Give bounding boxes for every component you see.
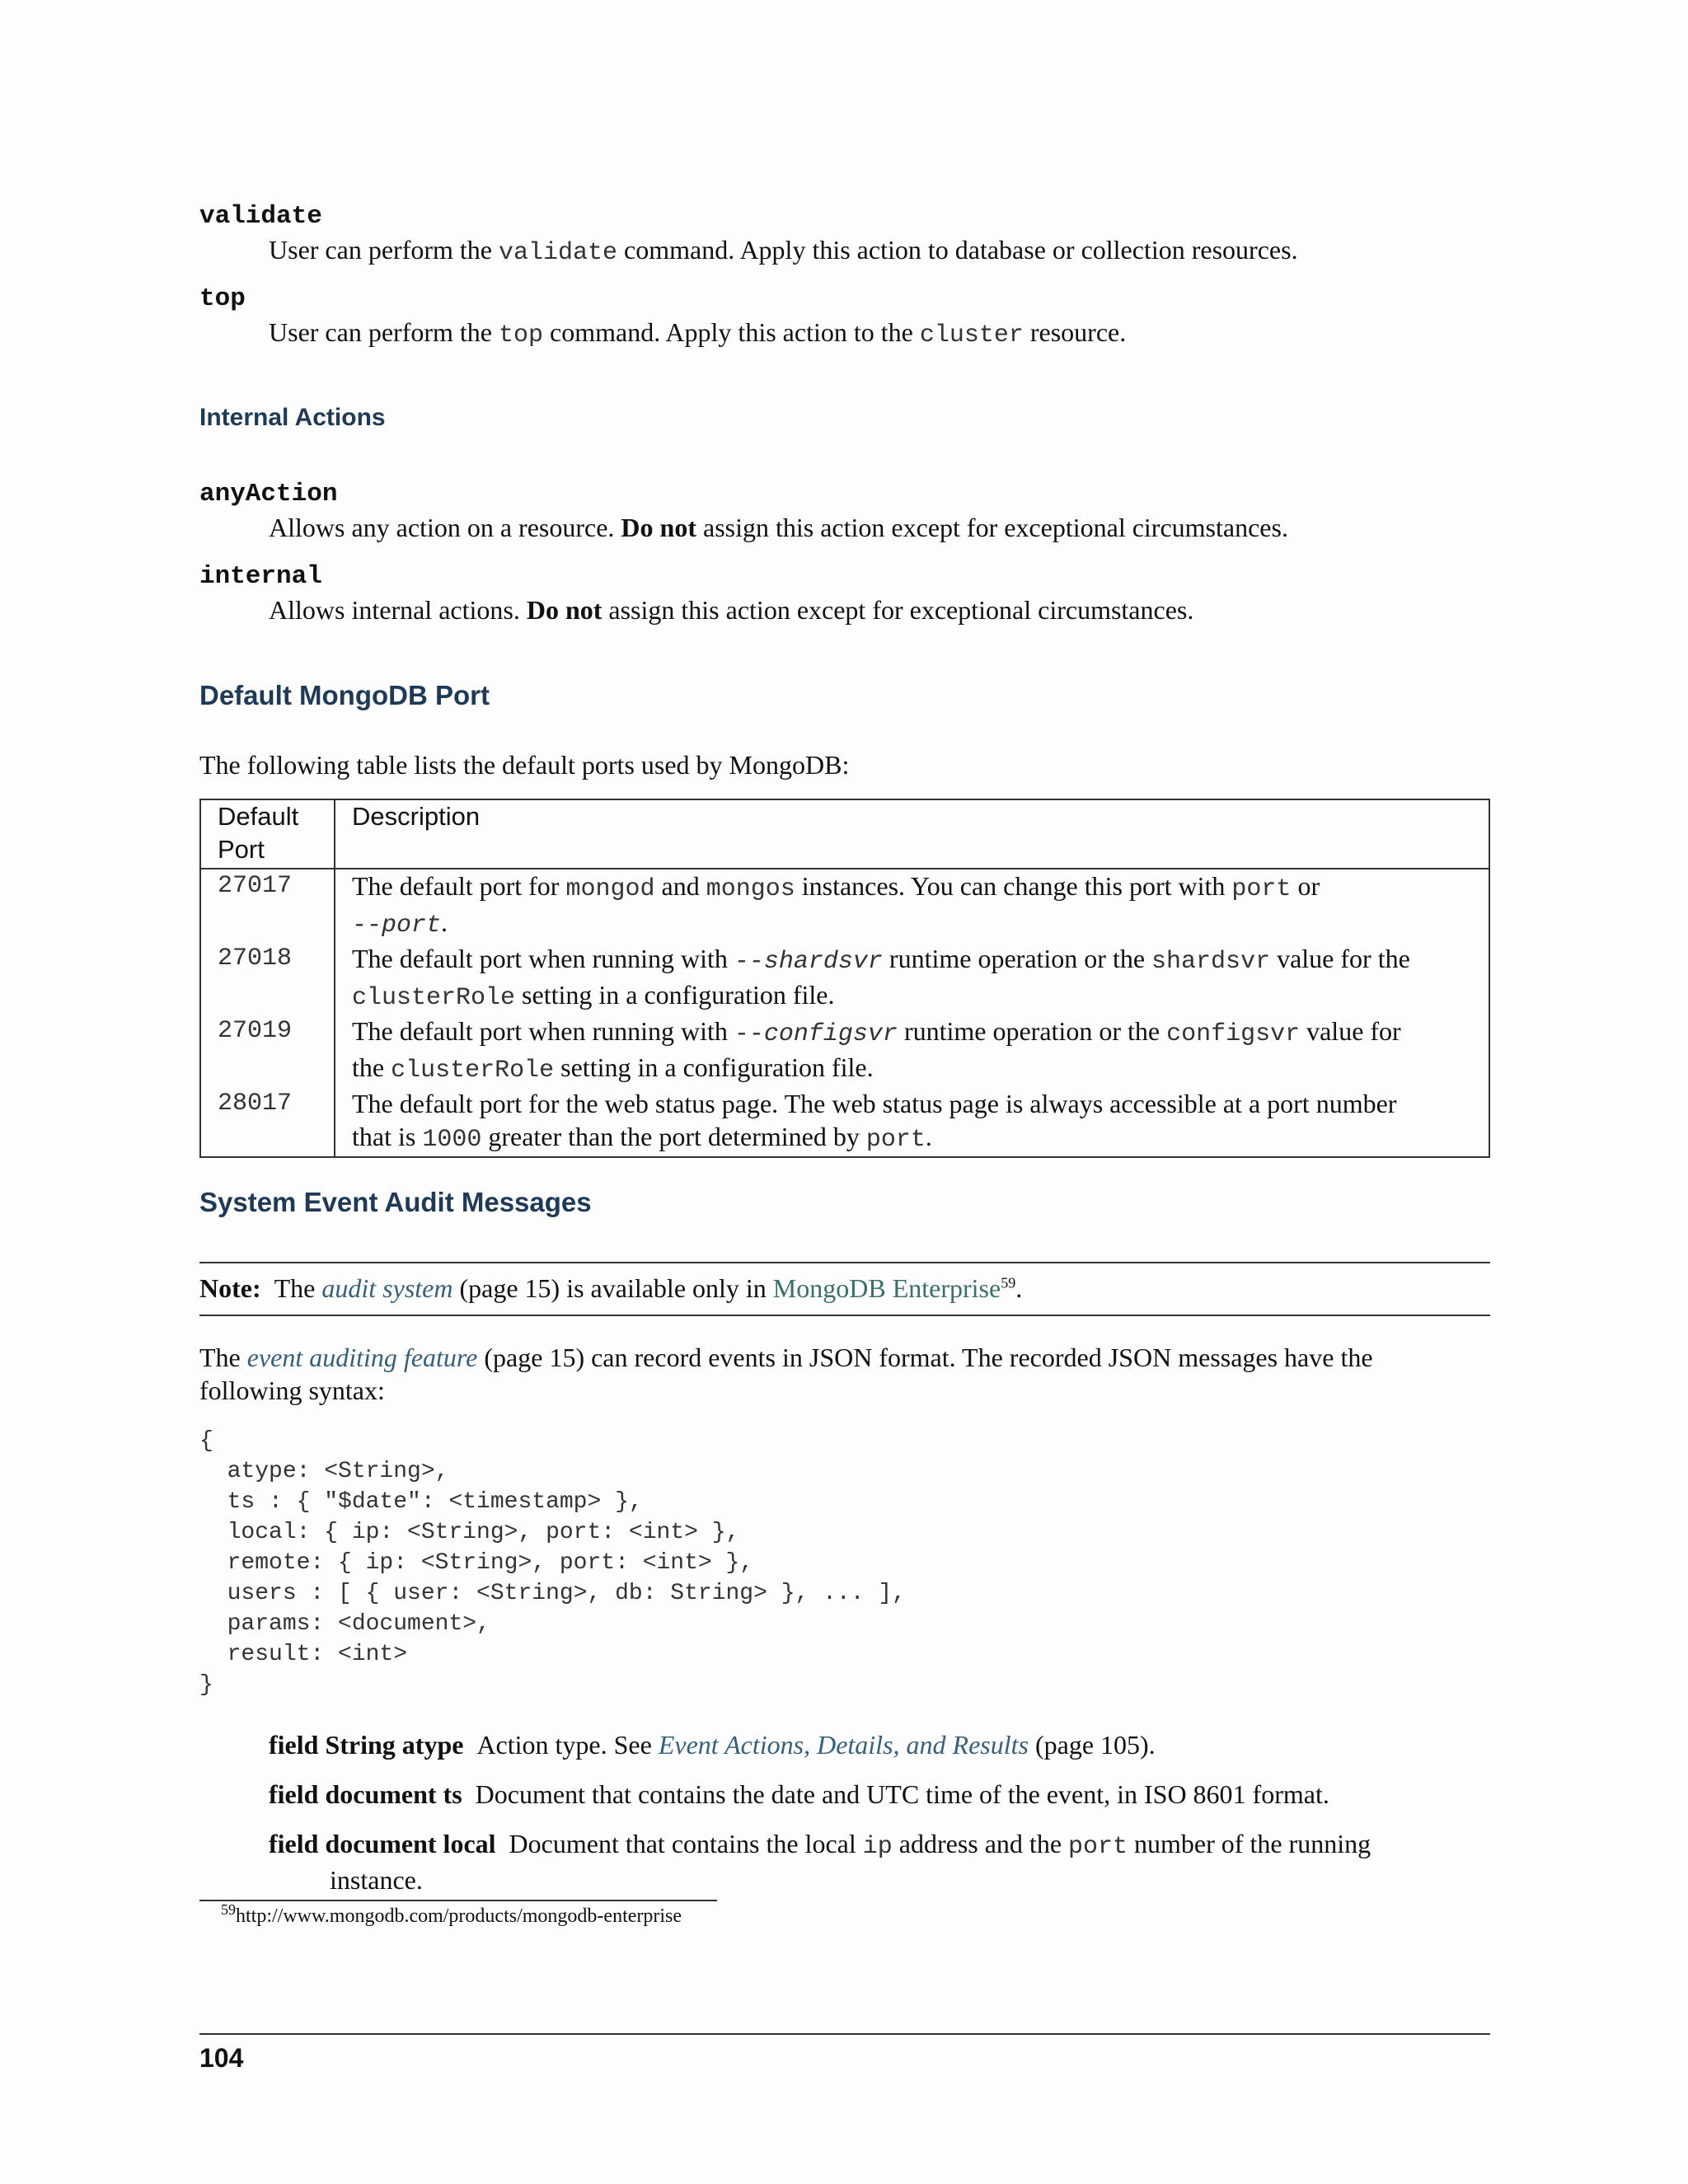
port-cell: 27017	[200, 869, 335, 942]
table-row	[200, 869, 1489, 942]
event-actions-link[interactable]: Event Actions, Details, and Results	[658, 1730, 1029, 1760]
definition-internal: Allows internal actions. Do not assign this action except for exceptional circumstances.	[269, 595, 1194, 625]
definition-validate: User can perform the validate command. Apply this action to database or collection resources.	[269, 235, 1298, 267]
column-header-description: Description	[335, 799, 1489, 869]
footnote: $^{59}$http://www.mongodb.com/products/mongodb-enterprise	[221, 1901, 682, 1927]
footer-rule	[199, 2033, 1490, 2035]
ports-intro: The following table lists the default ports used by MongoDB:	[199, 750, 850, 780]
term-internal: internal	[199, 562, 322, 591]
table-header-row	[200, 799, 1489, 869]
description-cell: The default port when running with --configsvr runtime operation or the configsvr value for the clusterRole setting in a configuration file.	[335, 1015, 1489, 1087]
table-row	[200, 1015, 1489, 1087]
heading-default-port: Default MongoDB Port	[199, 680, 490, 710]
event-auditing-link[interactable]: event auditing feature	[246, 1343, 478, 1372]
term-validate: validate	[199, 202, 322, 231]
column-header-port: Default Port	[200, 799, 335, 869]
heading-audit-messages: System Event Audit Messages	[199, 1187, 592, 1217]
footnote-ref[interactable]: 59	[1001, 1274, 1016, 1291]
audit-intro-paragraph: The event auditing feature (page 15) can record events in JSON format. The recorded JSON messages have the following syntax:	[199, 1343, 1373, 1405]
footnote-url[interactable]: http://www.mongodb.com/products/mongodb-enterprise	[236, 1905, 682, 1927]
field-ts: field document ts Document that contains the date and UTC time of the event, in ISO 8601 format.	[269, 1779, 1329, 1809]
field-local: field document local Document that contains the local ip address and the port number of the running instance.	[269, 1829, 1372, 1895]
note-bottom-rule	[199, 1315, 1490, 1316]
description-cell: The default port when running with --shardsvr runtime operation or the shardsvr value for the clusterRole setting in a configuration file.	[335, 942, 1489, 1015]
heading-internal-actions: Internal Actions	[199, 404, 386, 431]
page-number: 104	[199, 2043, 244, 2073]
description-cell: The default port for mongod and mongos instances. You can change this port with port or --port.	[335, 869, 1489, 942]
definition-top: User can perform the top command. Apply this action to the cluster resource.	[269, 317, 1127, 349]
term-anyaction: anyAction	[199, 480, 338, 509]
port-cell: 27018	[200, 942, 335, 1015]
term-top: top	[199, 284, 246, 313]
table-row	[200, 1087, 1489, 1157]
definition-anyaction: Allows any action on a resource. Do not assign this action except for exceptional circumstances.	[269, 513, 1288, 542]
audit-system-link[interactable]: audit system	[321, 1273, 453, 1303]
footnote-rule	[199, 1900, 717, 1901]
note-top-rule	[199, 1262, 1490, 1263]
note-box: Note: The audit system (page 15) is available only in MongoDB Enterprise$^{59}$.	[199, 1273, 1023, 1303]
description-cell: The default port for the web status page. The web status page is always accessible at a port number that is 1000 greater than the port determined by port.	[335, 1087, 1489, 1157]
port-cell: 28017	[200, 1087, 335, 1157]
json-syntax-code-block: { atype: <String>, ts : { "$date": <timestamp> }, local: { ip: <String>, port: <int> }, remote: { ip: <String>, port: <int> }, users : [ { user: <String>, db: String> }, ... ], params: <document>, result: <int> }	[199, 1428, 906, 1698]
table-row	[200, 942, 1489, 1015]
port-cell: 27019	[200, 1015, 335, 1087]
field-atype: field String atype Action type. See Event Actions, Details, and Results (page 105).	[269, 1730, 1156, 1760]
mongodb-enterprise-link[interactable]: MongoDB Enterprise	[772, 1273, 1001, 1303]
ports-table	[199, 799, 1490, 1158]
